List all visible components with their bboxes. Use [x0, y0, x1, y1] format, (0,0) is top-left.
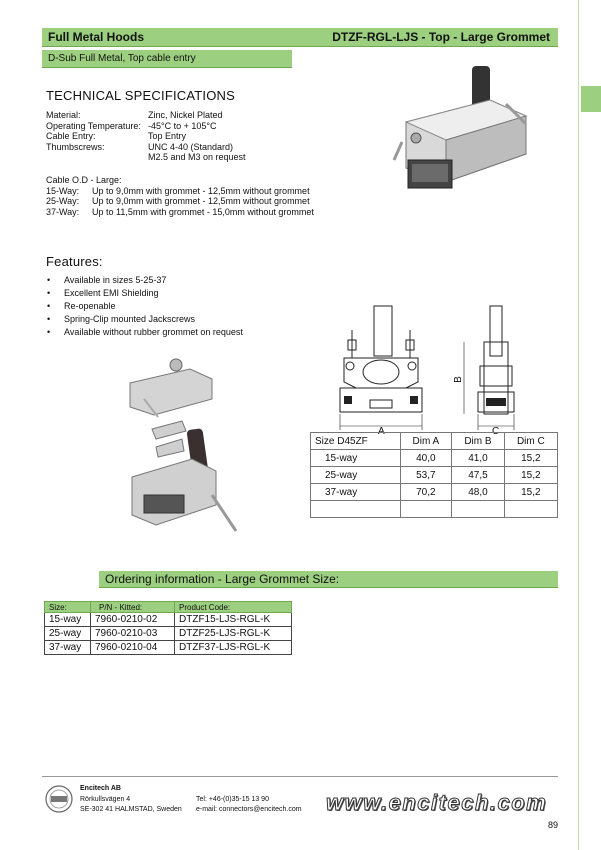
footer-divider	[42, 776, 558, 777]
table-cell: 15-way	[311, 450, 401, 467]
table-row	[45, 613, 292, 627]
tech-specs-title: TECHNICAL SPECIFICATIONS	[46, 88, 235, 103]
feature-item: • Re-openable	[44, 300, 274, 313]
table-header: Size D45ZF	[311, 433, 401, 450]
product-photo-assembled	[386, 64, 536, 204]
ordering-title-bar	[99, 571, 558, 588]
table-cell: 40,0	[400, 450, 452, 467]
table-cell: 48,0	[452, 484, 504, 501]
feature-item: • Available without rubber grommet on request	[44, 326, 274, 339]
product-photo-exploded	[112, 355, 250, 545]
table-cell: 7960-0210-02	[91, 613, 175, 627]
table-row	[45, 627, 292, 641]
subtitle-bar	[42, 50, 292, 68]
cable-row-15: 15-Way: Up to 9,0mm with grommet - 12,5mm without grommet	[46, 185, 310, 196]
table-header: Dim B	[452, 433, 504, 450]
table-cell: 7960-0210-03	[91, 627, 175, 641]
tech-specs-list: Material: Zinc, Nickel Plated Operating Temperature: -45°C to + 105°C Cable Entry: Top Entry Thumbscrews: UNC 4-40 (Standard) M2.5 and M3 on request	[46, 110, 246, 162]
table-cell: 15,2	[504, 467, 557, 484]
table-cell: DTZF37-LJS-RGL-K	[175, 641, 292, 655]
technical-drawing-side	[462, 300, 532, 436]
side-accent-line	[578, 0, 579, 850]
header-category: Full Metal Hoods	[48, 30, 144, 44]
table-cell: 25-way	[311, 467, 401, 484]
table-cell: 53,7	[400, 467, 452, 484]
table-cell: 15-way	[45, 613, 91, 627]
header-product: DTZF-RGL-LJS - Top - Large Grommet	[332, 30, 550, 44]
header-bar	[42, 28, 558, 47]
feature-item: • Excellent EMI Shielding	[44, 287, 274, 300]
table-header: Dim A	[400, 433, 452, 450]
footer-tel: Tel: +46-(0)35-15 13 90	[196, 796, 269, 803]
technical-drawing-front	[336, 300, 456, 436]
table-row	[311, 484, 558, 501]
dim-label-a: A	[378, 426, 385, 437]
table-header: P/N - Kitted:	[91, 602, 175, 613]
table-row	[311, 450, 558, 467]
table-cell: DTZF25-LJS-RGL-K	[175, 627, 292, 641]
table-cell: 15,2	[504, 450, 557, 467]
table-row	[45, 641, 292, 655]
ordering-title: Ordering information - Large Grommet Size:	[105, 572, 340, 586]
table-cell: 70,2	[400, 484, 452, 501]
table-cell: DTZF15-LJS-RGL-K	[175, 613, 292, 627]
table-cell: 47,5	[452, 467, 504, 484]
table-cell: 37-way	[311, 484, 401, 501]
side-section-tab	[581, 86, 601, 112]
table-header: Size:	[45, 602, 91, 613]
spec-row-cable-entry: Cable Entry: Top Entry	[46, 131, 187, 141]
cable-od-title: Cable O.D - Large:	[46, 175, 122, 185]
spec-row-temperature: Operating Temperature: -45°C to + 105°C	[46, 120, 217, 131]
dimensions-table	[310, 432, 558, 518]
table-cell: 25-way	[45, 627, 91, 641]
page-number: 89	[548, 820, 559, 830]
table-row-empty	[311, 501, 558, 518]
dim-label-c: C	[492, 426, 500, 437]
table-header: Product Code:	[175, 602, 292, 613]
cable-row-25: 25-Way: Up to 9,0mm with grommet - 12,5mm without grommet	[46, 196, 310, 206]
dim-label-b: B	[452, 376, 464, 383]
footer-email[interactable]: e-mail: connectors@encitech.com	[196, 806, 302, 813]
company-logo-seal	[44, 784, 74, 814]
footer-company: Encitech AB	[80, 785, 121, 792]
ordering-table	[44, 601, 292, 655]
footer-address2: SE-302 41 HALMSTAD, Sweden	[80, 806, 182, 813]
table-cell: 41,0	[452, 450, 504, 467]
cable-row-37: 37-Way: Up to 11,5mm with grommet - 15,0mm without grommet	[46, 206, 314, 217]
ordering-header-row	[45, 602, 292, 613]
features-title: Features:	[46, 254, 103, 269]
spec-row-thumbscrews: Thumbscrews: UNC 4-40 (Standard)	[46, 141, 234, 152]
footer-address1: Rörkullsvägen 4	[80, 796, 131, 803]
table-header-row	[311, 433, 558, 450]
table-cell: 37-way	[45, 641, 91, 655]
table-row	[311, 467, 558, 484]
cable-od-list	[46, 175, 346, 221]
table-cell: 15,2	[504, 484, 557, 501]
spec-row-material: Material: Zinc, Nickel Plated	[46, 110, 223, 120]
table-header: Dim C	[504, 433, 557, 450]
features-list	[44, 274, 274, 339]
feature-item: • Spring-Clip mounted Jackscrews	[44, 313, 274, 326]
table-cell: 7960-0210-04	[91, 641, 175, 655]
feature-item: • Available in sizes 5-25-37	[44, 274, 274, 287]
footer-website[interactable]: www.encitech.com	[326, 790, 548, 815]
subtitle-text: D-Sub Full Metal, Top cable entry	[48, 53, 196, 64]
